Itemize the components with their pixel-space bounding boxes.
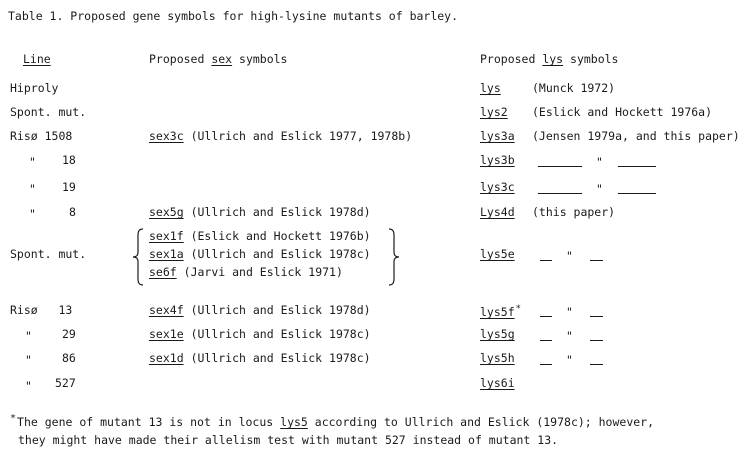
lys-symbol: lys5f — [480, 305, 515, 319]
lys-cell — [480, 81, 616, 95]
sex-reference: (Eslick and Hockett 1976b) — [190, 229, 371, 243]
lys-reference: (Jensen 1979a, and this paper) — [532, 129, 740, 143]
ditto-mark: " — [566, 305, 573, 319]
blank-line — [540, 316, 552, 317]
lys-cell — [480, 105, 713, 119]
sex-symbol: sex1f — [149, 229, 184, 243]
lys-reference: (Munck 1972) — [532, 81, 616, 95]
sex-symbol: sex5g — [149, 205, 184, 219]
blank-line — [540, 260, 552, 261]
lys-symbol: lys5e — [480, 247, 515, 261]
header-sex-suffix: symbols — [232, 52, 288, 66]
lys-symbol: lys5h — [480, 351, 515, 365]
ditto-mark: " — [566, 329, 573, 343]
ditto-mark: " — [596, 155, 603, 169]
blank-line — [538, 193, 582, 194]
ditto-mark: " — [566, 249, 573, 263]
sex-cell — [149, 353, 371, 365]
footnote — [10, 410, 654, 449]
row-line-label: 29 — [62, 327, 76, 341]
blank-line — [540, 340, 552, 341]
lys-cell — [480, 353, 515, 365]
lys-cell — [480, 329, 515, 341]
lys-symbol: lys — [480, 81, 501, 95]
sex-reference: (Ullrich and Eslick 1978d) — [190, 205, 371, 219]
sex-reference: (Ullrich and Eslick 1978d) — [190, 303, 371, 317]
row-line-label: 19 — [62, 180, 76, 194]
row-line-label: Spont. mut. — [10, 105, 87, 119]
footnote-text: The gene of mutant 13 is not in locus — [17, 415, 281, 429]
sex-symbol: se6f — [149, 265, 177, 279]
row-line-label: 527 — [55, 376, 76, 390]
sex-cell — [149, 131, 412, 143]
footnote-line-2: they might have made their allelism test with mutant 527 instead of mutant 13. — [18, 433, 559, 447]
blank-line — [618, 193, 656, 194]
row-line-label: Risø 13 — [10, 303, 73, 317]
sex-cell — [149, 231, 371, 243]
header-lys-symbols — [480, 54, 618, 66]
lys-cell — [480, 182, 515, 194]
sex-reference: (Ullrich and Eslick 1977, 1978b) — [190, 129, 413, 143]
lys-symbol: lys5g — [480, 327, 515, 341]
header-lys-word: lys — [542, 52, 564, 66]
row-line-label: 8 — [69, 205, 76, 219]
lys-symbol: lys2 — [480, 105, 508, 119]
lys-symbol: lys3a — [480, 129, 515, 143]
ditto-mark: " — [25, 379, 32, 393]
blank-line — [540, 364, 552, 365]
row-line-label: 18 — [62, 153, 76, 167]
lys-symbol: Lys4d — [480, 205, 515, 219]
lys-cell — [480, 129, 740, 143]
footnote-text: according to Ullrich and Eslick (1978c); however, — [307, 415, 655, 429]
header-lys-prefix: Proposed — [480, 52, 543, 66]
sex-cell — [149, 305, 371, 317]
sex-symbol: sex1d — [149, 351, 184, 365]
sex-cell — [149, 329, 371, 341]
ditto-mark: " — [29, 207, 36, 221]
footnote-locus: lys5 — [280, 415, 308, 429]
lys-symbol: lys6i — [480, 376, 515, 390]
lys-symbol: lys3c — [480, 180, 515, 194]
blank-line — [590, 316, 603, 317]
lys-cell — [480, 249, 515, 261]
lys-cell — [480, 205, 616, 219]
row-line-label: 86 — [62, 351, 76, 365]
ditto-mark: " — [25, 329, 32, 343]
blank-line — [590, 364, 603, 365]
lys-reference: (this paper) — [532, 205, 616, 219]
ditto-mark: " — [596, 182, 603, 196]
row-line-label: Hiproly — [10, 81, 59, 95]
row-line-label: Spont. mut. — [10, 247, 87, 261]
lys-cell — [480, 155, 515, 167]
ditto-mark: " — [29, 155, 36, 169]
sex-symbol: sex3c — [149, 129, 184, 143]
header-sex-word: sex — [211, 52, 233, 66]
table-title: Table 1. Proposed gene symbols for high-lysine mutants of barley. — [8, 9, 459, 23]
lys-symbol: lys3b — [480, 153, 515, 167]
sex-cell — [149, 267, 343, 279]
blank-line — [590, 340, 603, 341]
lys-cell — [480, 305, 521, 319]
blank-line — [618, 166, 656, 167]
sex-symbol: sex1e — [149, 327, 184, 341]
footnote-mark: * — [10, 413, 17, 424]
sex-symbol: sex4f — [149, 303, 184, 317]
sex-reference: (Ullrich and Eslick 1978c) — [190, 327, 371, 341]
sex-reference: (Ullrich and Eslick 1978c) — [190, 351, 371, 365]
sex-cell — [149, 249, 371, 261]
header-sex-symbols — [149, 54, 287, 66]
lys-reference: (Eslick and Hockett 1976a) — [532, 105, 713, 119]
sex-reference: (Ullrich and Eslick 1978c) — [190, 247, 371, 261]
sex-symbol: sex1a — [149, 247, 184, 261]
ditto-mark: " — [29, 182, 36, 196]
sex-cell — [149, 207, 371, 219]
ditto-mark: " — [25, 353, 32, 367]
right-brace — [387, 228, 401, 286]
blank-line — [538, 166, 582, 167]
footnote-line-1 — [10, 410, 654, 431]
header-sex-prefix: Proposed — [149, 52, 212, 66]
sex-reference: (Jarvi and Eslick 1971) — [183, 265, 343, 279]
row-line-label: Risø 1508 — [10, 129, 73, 143]
header-lys-suffix: symbols — [563, 52, 619, 66]
footnote-marker: * — [515, 304, 522, 314]
blank-line — [590, 260, 603, 261]
left-brace — [131, 228, 145, 286]
ditto-mark: " — [566, 353, 573, 367]
lys-cell — [480, 378, 515, 390]
header-line-label: Line — [23, 52, 51, 66]
header-line — [23, 54, 51, 66]
